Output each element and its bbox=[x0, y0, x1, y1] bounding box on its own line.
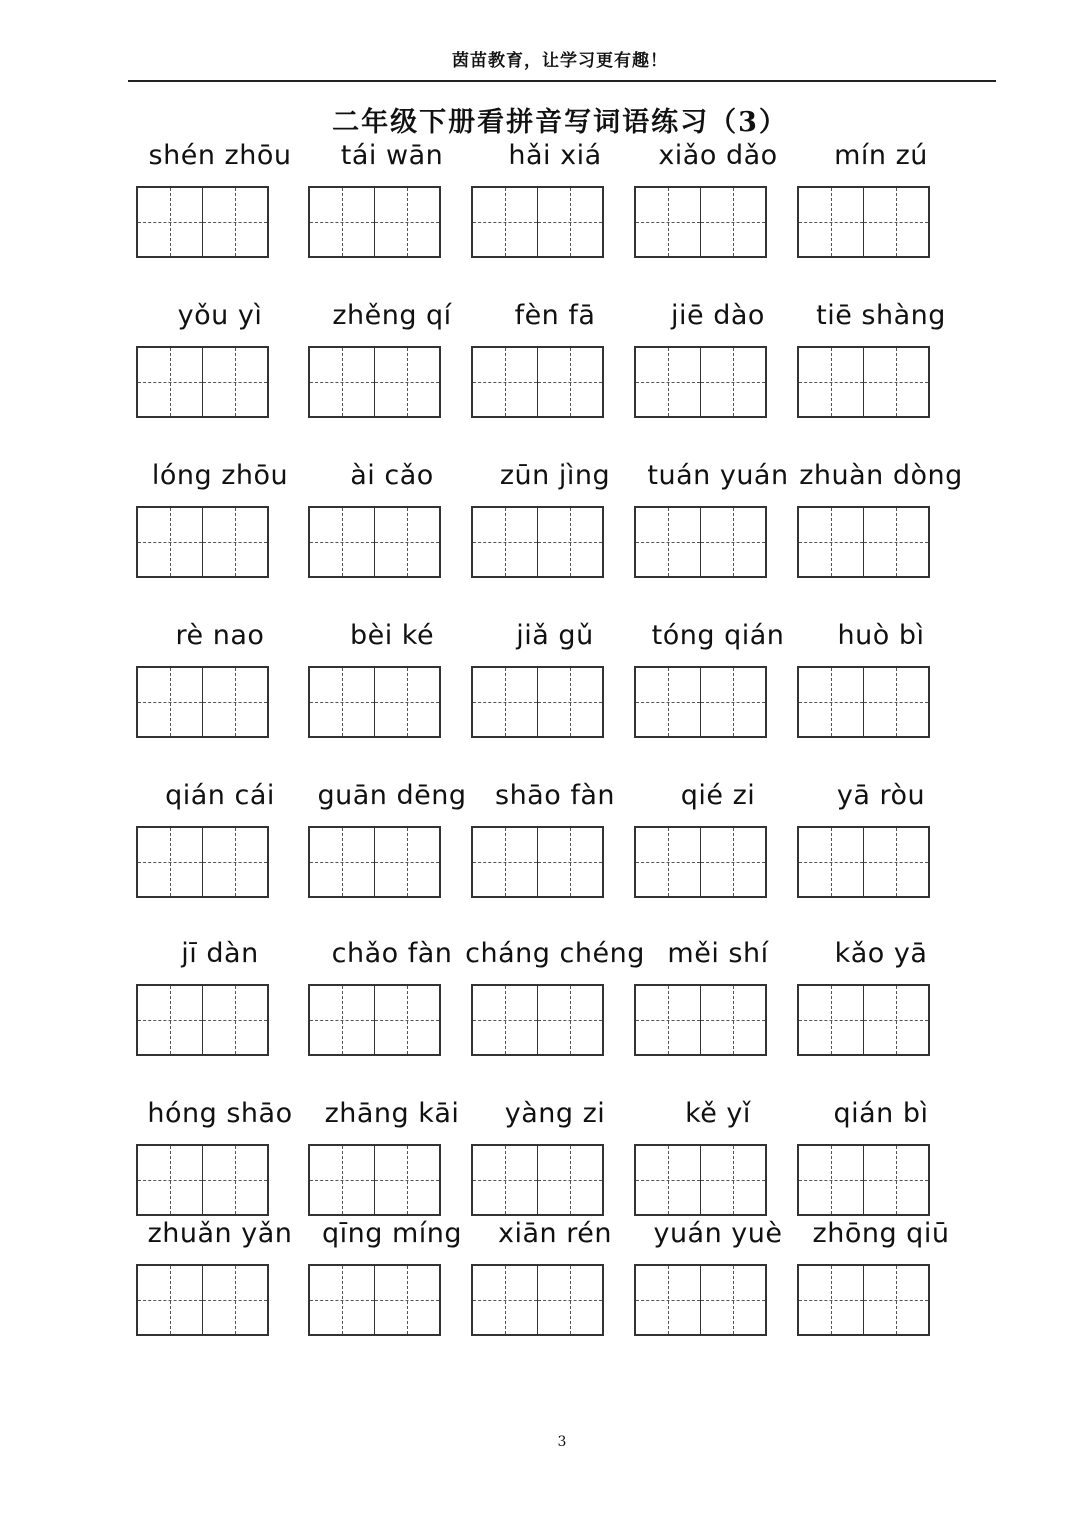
writing-box-pair[interactable] bbox=[471, 826, 604, 898]
tianzige-cell[interactable] bbox=[473, 188, 537, 256]
tianzige-cell[interactable] bbox=[310, 986, 374, 1054]
pinyin-label: hǎi xiá bbox=[508, 140, 602, 171]
tianzige-cell[interactable] bbox=[537, 1146, 602, 1214]
tianzige-cell[interactable] bbox=[202, 188, 267, 256]
writing-box-pair[interactable] bbox=[797, 666, 930, 738]
page-number: 3 bbox=[557, 1434, 567, 1450]
tianzige-cell[interactable] bbox=[138, 668, 202, 736]
pinyin-label: xiǎo dǎo bbox=[658, 140, 778, 171]
tianzige-cell[interactable] bbox=[138, 986, 202, 1054]
tianzige-cell[interactable] bbox=[863, 1266, 928, 1334]
tianzige-cell[interactable] bbox=[473, 508, 537, 576]
pinyin-label: cháng chéng bbox=[465, 938, 645, 969]
writing-box-pair[interactable] bbox=[308, 984, 441, 1056]
tianzige-cell[interactable] bbox=[374, 508, 439, 576]
tianzige-cell[interactable] bbox=[636, 348, 700, 416]
pinyin-label: qīng míng bbox=[321, 1218, 463, 1249]
brand-header: 茵苗教育，让学习更有趣！ bbox=[452, 51, 668, 71]
tianzige-cell[interactable] bbox=[202, 1266, 267, 1334]
writing-box-pair[interactable] bbox=[797, 984, 930, 1056]
tianzige-cell[interactable] bbox=[700, 668, 765, 736]
tianzige-cell[interactable] bbox=[700, 348, 765, 416]
pinyin-label: jiē dào bbox=[671, 300, 765, 331]
tianzige-cell[interactable] bbox=[799, 1146, 863, 1214]
writing-box-pair[interactable] bbox=[471, 1144, 604, 1216]
writing-box-pair[interactable] bbox=[797, 1264, 930, 1336]
tianzige-cell[interactable] bbox=[310, 508, 374, 576]
tianzige-cell[interactable] bbox=[700, 508, 765, 576]
pinyin-label: ài cǎo bbox=[350, 460, 434, 491]
pinyin-label: qián cái bbox=[165, 780, 275, 811]
tianzige-cell[interactable] bbox=[799, 188, 863, 256]
tianzige-cell[interactable] bbox=[374, 348, 439, 416]
pinyin-label: yàng zi bbox=[504, 1098, 606, 1129]
tianzige-cell[interactable] bbox=[138, 828, 202, 896]
writing-box-pair[interactable] bbox=[471, 984, 604, 1056]
tianzige-cell[interactable] bbox=[636, 188, 700, 256]
writing-box-pair[interactable] bbox=[797, 826, 930, 898]
pinyin-label: jiǎ gǔ bbox=[516, 620, 594, 651]
tianzige-cell[interactable] bbox=[799, 828, 863, 896]
pinyin-label: qié zi bbox=[680, 780, 756, 811]
writing-box-pair[interactable] bbox=[634, 984, 767, 1056]
writing-box-pair[interactable] bbox=[634, 1144, 767, 1216]
tianzige-cell[interactable] bbox=[473, 1266, 537, 1334]
pinyin-label: huò bì bbox=[837, 620, 925, 651]
tianzige-cell[interactable] bbox=[863, 508, 928, 576]
worksheet-title: 二年级下册看拼音写词语练习（3） bbox=[332, 107, 788, 138]
pinyin-label: yuán yuè bbox=[653, 1218, 783, 1249]
writing-box-pair[interactable] bbox=[634, 1264, 767, 1336]
writing-box-pair[interactable] bbox=[634, 666, 767, 738]
tianzige-cell[interactable] bbox=[202, 668, 267, 736]
tianzige-cell[interactable] bbox=[374, 1146, 439, 1214]
pinyin-label: qián bì bbox=[833, 1098, 929, 1129]
tianzige-cell[interactable] bbox=[202, 348, 267, 416]
tianzige-cell[interactable] bbox=[537, 508, 602, 576]
writing-box-pair[interactable] bbox=[471, 346, 604, 418]
tianzige-cell[interactable] bbox=[473, 348, 537, 416]
writing-box-pair[interactable] bbox=[797, 506, 930, 578]
pinyin-label: mín zú bbox=[834, 140, 928, 171]
pinyin-label: fèn fā bbox=[514, 300, 596, 331]
pinyin-label: zhěng qí bbox=[332, 300, 452, 331]
tianzige-cell[interactable] bbox=[138, 1146, 202, 1214]
pinyin-label: tóng qián bbox=[651, 620, 785, 651]
tianzige-cell[interactable] bbox=[310, 828, 374, 896]
tianzige-cell[interactable] bbox=[138, 1266, 202, 1334]
writing-box-pair[interactable] bbox=[471, 506, 604, 578]
pinyin-label: guān dēng bbox=[317, 780, 467, 811]
pinyin-label: kě yǐ bbox=[685, 1098, 751, 1129]
pinyin-label: zhuàn dòng bbox=[799, 460, 963, 491]
tianzige-cell[interactable] bbox=[863, 188, 928, 256]
tianzige-cell[interactable] bbox=[374, 828, 439, 896]
writing-box-pair[interactable] bbox=[471, 666, 604, 738]
pinyin-label: bèi ké bbox=[349, 620, 435, 651]
tianzige-cell[interactable] bbox=[636, 986, 700, 1054]
writing-box-pair[interactable] bbox=[136, 666, 269, 738]
writing-box-pair[interactable] bbox=[634, 346, 767, 418]
tianzige-cell[interactable] bbox=[138, 508, 202, 576]
pinyin-label: tiē shàng bbox=[816, 300, 946, 331]
pinyin-label: yǒu yì bbox=[177, 300, 263, 331]
tianzige-cell[interactable] bbox=[310, 1146, 374, 1214]
pinyin-label: rè nao bbox=[175, 620, 265, 651]
tianzige-cell[interactable] bbox=[700, 986, 765, 1054]
tianzige-cell[interactable] bbox=[863, 828, 928, 896]
writing-box-pair[interactable] bbox=[634, 826, 767, 898]
tianzige-cell[interactable] bbox=[310, 348, 374, 416]
tianzige-cell[interactable] bbox=[799, 348, 863, 416]
writing-box-pair[interactable] bbox=[136, 186, 269, 258]
writing-box-pair[interactable] bbox=[136, 1144, 269, 1216]
writing-box-pair[interactable] bbox=[136, 1264, 269, 1336]
tianzige-cell[interactable] bbox=[537, 668, 602, 736]
tianzige-cell[interactable] bbox=[374, 1266, 439, 1334]
tianzige-cell[interactable] bbox=[138, 348, 202, 416]
tianzige-cell[interactable] bbox=[863, 348, 928, 416]
writing-box-pair[interactable] bbox=[136, 826, 269, 898]
tianzige-cell[interactable] bbox=[700, 1146, 765, 1214]
tianzige-cell[interactable] bbox=[473, 1146, 537, 1214]
writing-box-pair[interactable] bbox=[634, 186, 767, 258]
tianzige-cell[interactable] bbox=[473, 828, 537, 896]
tianzige-cell[interactable] bbox=[374, 188, 439, 256]
writing-box-pair[interactable] bbox=[308, 346, 441, 418]
tianzige-cell[interactable] bbox=[799, 508, 863, 576]
tianzige-cell[interactable] bbox=[473, 986, 537, 1054]
tianzige-cell[interactable] bbox=[636, 1266, 700, 1334]
tianzige-cell[interactable] bbox=[310, 1266, 374, 1334]
pinyin-label: chǎo fàn bbox=[331, 938, 453, 969]
tianzige-cell[interactable] bbox=[799, 668, 863, 736]
writing-box-pair[interactable] bbox=[797, 1144, 930, 1216]
pinyin-label: zhuǎn yǎn bbox=[147, 1218, 293, 1249]
pinyin-label: tái wān bbox=[340, 140, 444, 171]
tianzige-cell[interactable] bbox=[310, 668, 374, 736]
tianzige-cell[interactable] bbox=[537, 188, 602, 256]
pinyin-label: měi shí bbox=[667, 938, 769, 969]
pinyin-label: hóng shāo bbox=[147, 1098, 293, 1129]
writing-box-pair[interactable] bbox=[471, 186, 604, 258]
tianzige-cell[interactable] bbox=[202, 986, 267, 1054]
tianzige-cell[interactable] bbox=[537, 986, 602, 1054]
tianzige-cell[interactable] bbox=[537, 348, 602, 416]
writing-box-pair[interactable] bbox=[308, 666, 441, 738]
writing-box-pair[interactable] bbox=[136, 346, 269, 418]
tianzige-cell[interactable] bbox=[700, 188, 765, 256]
tianzige-cell[interactable] bbox=[310, 188, 374, 256]
tianzige-cell[interactable] bbox=[374, 986, 439, 1054]
pinyin-label: yā ròu bbox=[836, 780, 926, 811]
tianzige-cell[interactable] bbox=[202, 1146, 267, 1214]
pinyin-label: shén zhōu bbox=[148, 140, 292, 171]
tianzige-cell[interactable] bbox=[700, 1266, 765, 1334]
pinyin-label: tuán yuán bbox=[647, 460, 789, 491]
writing-box-pair[interactable] bbox=[471, 1264, 604, 1336]
pinyin-label: lóng zhōu bbox=[151, 460, 289, 491]
pinyin-label: zhōng qiū bbox=[812, 1218, 950, 1249]
tianzige-cell[interactable] bbox=[537, 828, 602, 896]
pinyin-label: zūn jìng bbox=[499, 460, 611, 491]
pinyin-label: shāo fàn bbox=[495, 780, 615, 811]
tianzige-cell[interactable] bbox=[863, 986, 928, 1054]
pinyin-label: kǎo yā bbox=[834, 938, 928, 969]
tianzige-cell[interactable] bbox=[799, 986, 863, 1054]
tianzige-cell[interactable] bbox=[863, 1146, 928, 1214]
writing-box-pair[interactable] bbox=[308, 826, 441, 898]
tianzige-cell[interactable] bbox=[636, 828, 700, 896]
writing-box-pair[interactable] bbox=[797, 346, 930, 418]
tianzige-cell[interactable] bbox=[863, 668, 928, 736]
writing-box-pair[interactable] bbox=[308, 1264, 441, 1336]
tianzige-cell[interactable] bbox=[202, 508, 267, 576]
tianzige-cell[interactable] bbox=[374, 668, 439, 736]
pinyin-label: xiān rén bbox=[498, 1218, 612, 1249]
tianzige-cell[interactable] bbox=[636, 668, 700, 736]
tianzige-cell[interactable] bbox=[700, 828, 765, 896]
tianzige-cell[interactable] bbox=[473, 668, 537, 736]
writing-box-pair[interactable] bbox=[308, 1144, 441, 1216]
tianzige-cell[interactable] bbox=[636, 1146, 700, 1214]
writing-box-pair[interactable] bbox=[308, 186, 441, 258]
tianzige-cell[interactable] bbox=[138, 188, 202, 256]
pinyin-label: jī dàn bbox=[181, 938, 259, 969]
writing-box-pair[interactable] bbox=[634, 506, 767, 578]
tianzige-cell[interactable] bbox=[537, 1266, 602, 1334]
writing-box-pair[interactable] bbox=[308, 506, 441, 578]
writing-box-pair[interactable] bbox=[797, 186, 930, 258]
tianzige-cell[interactable] bbox=[202, 828, 267, 896]
tianzige-cell[interactable] bbox=[636, 508, 700, 576]
writing-box-pair[interactable] bbox=[136, 506, 269, 578]
header-divider bbox=[128, 80, 996, 82]
tianzige-cell[interactable] bbox=[799, 1266, 863, 1334]
pinyin-label: zhāng kāi bbox=[324, 1098, 460, 1129]
writing-box-pair[interactable] bbox=[136, 984, 269, 1056]
